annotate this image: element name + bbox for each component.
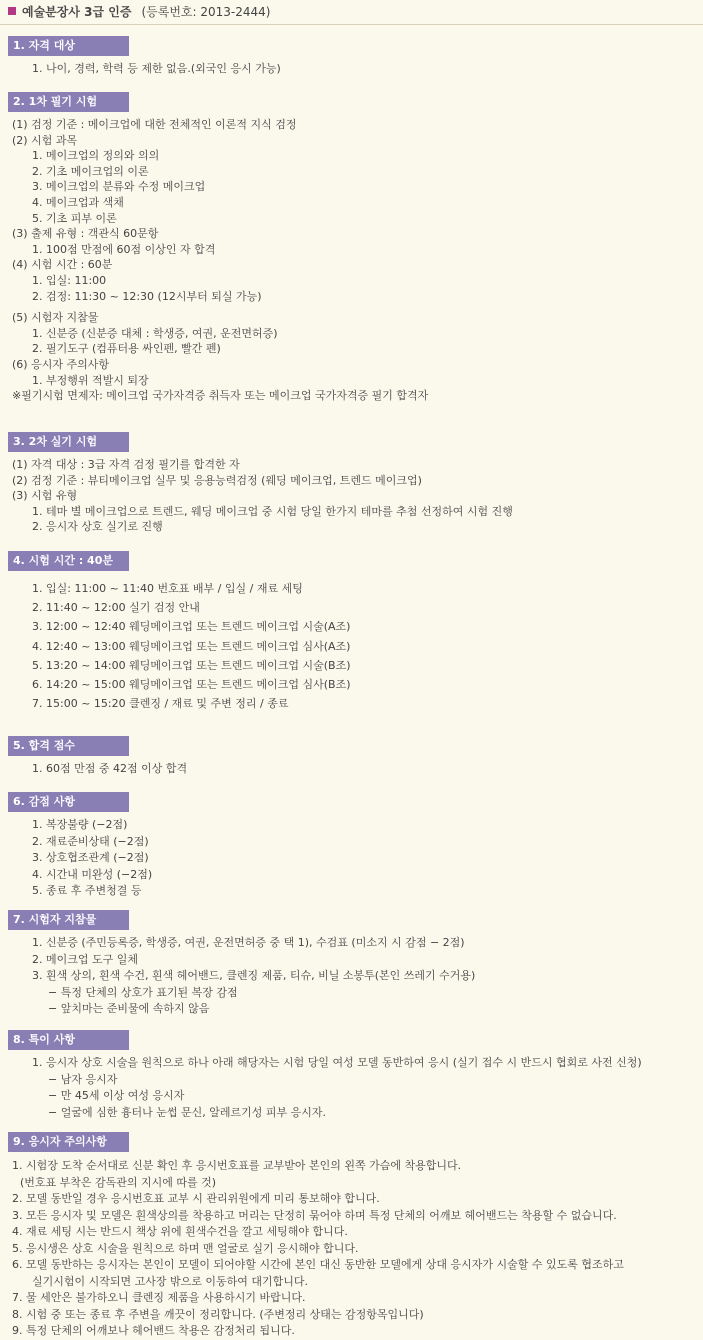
list-item: 2. 메이크업 도구 일체 bbox=[32, 952, 138, 966]
list-item: (1) 검정 기준 : 메이크업에 대한 전체적인 이론적 지식 검정 bbox=[12, 118, 297, 131]
list-item: 3. 흰색 상의, 흰색 수건, 흰색 헤어밴드, 클렌징 제품, 티슈, 비닐 소봉투(본인 쓰레기 수거용) bbox=[32, 969, 476, 982]
list-item: 1. 테마 별 메이크업으로 트렌드, 웨딩 메이크업 중 시험 당일 한가지 테마를 추첨 선정하여 시험 진행 bbox=[32, 504, 513, 518]
schedule-item: 7. 15:00 ~ 15:20 클렌징 / 재료 및 주변 정리 / 종료 bbox=[32, 697, 289, 711]
list-item: (2) 시험 과목 bbox=[12, 133, 78, 147]
schedule-item: 5. 13:20 ~ 14:00 웨딩메이크업 또는 트렌드 메이크업 시술(B조) bbox=[32, 658, 351, 672]
section-items-to-bring bbox=[8, 910, 698, 1018]
list-item: 7. 물 세안은 불가하오니 클렌징 제품을 사용하시기 바랍니다. bbox=[12, 1291, 306, 1304]
list-item: 1. 나이, 경력, 학력 등 제한 없음.(외국인 응시 가능) bbox=[32, 62, 281, 75]
section-header: 9. 응시자 주의사항 bbox=[8, 1132, 129, 1152]
section-passing-score bbox=[8, 736, 698, 777]
list-item: 1. 시험장 도착 순서대로 신분 확인 후 응시번호표를 교부받아 본인의 왼쪽 가슴에 착용합니다. bbox=[12, 1159, 462, 1172]
list-item: − 만 45세 이상 여성 응시자 bbox=[48, 1089, 185, 1102]
list-item: 1. 부정행위 적발시 퇴장 bbox=[32, 373, 149, 387]
list-item: 1. 60점 만점 중 42점 이상 합격 bbox=[32, 762, 188, 775]
list-item: (1) 자격 대상 : 3급 자격 검정 필기를 합격한 자 bbox=[12, 458, 240, 471]
list-item: 3. 메이크업의 분류와 수정 메이크업 bbox=[32, 180, 206, 194]
list-item: (4) 시험 시간 : 60분 bbox=[12, 258, 113, 272]
list-item: 5. 기초 피부 이론 bbox=[32, 211, 117, 225]
list-item: − 남자 응시자 bbox=[48, 1072, 118, 1086]
list-item: 5. 응시생은 상호 시술을 원칙으로 하며 맨 얼굴로 실기 응시해야 합니다. bbox=[12, 1241, 359, 1255]
section-special-notes bbox=[8, 1030, 698, 1121]
list-item: 2. 필기도구 (컴퓨터용 싸인펜, 빨간 펜) bbox=[32, 342, 221, 356]
title-main: 예술분장사 3급 인증 bbox=[22, 4, 132, 19]
section-header: 7. 시험자 지참물 bbox=[8, 910, 129, 930]
exemption-note: ※필기시험 면제자: 메이크업 국가자격증 취득자 또는 메이크업 국가자격증 필기 합격자 bbox=[12, 389, 429, 403]
schedule-item: 1. 입실: 11:00 ~ 11:40 번호표 배부 / 입실 / 재료 세팅 bbox=[32, 582, 303, 595]
schedule-item: 2. 11:40 ~ 12:00 실기 검정 안내 bbox=[32, 601, 200, 615]
section-practical-exam bbox=[8, 432, 698, 535]
section-header: 5. 합격 점수 bbox=[8, 736, 129, 756]
list-item: 4. 시간내 미완성 (−2점) bbox=[32, 867, 153, 881]
list-item: 2. 모델 동반일 경우 응시번호표 교부 시 관리위원에게 미리 통보해야 합니다. bbox=[12, 1192, 380, 1205]
section-exam-schedule bbox=[8, 551, 698, 713]
list-item: 1. 신분증 (신분증 대체 : 학생증, 여권, 운전면허증) bbox=[32, 326, 278, 340]
bullet-square-icon bbox=[8, 7, 16, 15]
list-item: 2. 검정: 11:30 ~ 12:30 (12시부터 퇴실 가능) bbox=[32, 289, 262, 303]
list-item: − 특정 단체의 상호가 표기된 복장 감점 bbox=[48, 985, 238, 999]
section-header: 1. 자격 대상 bbox=[8, 36, 129, 56]
list-item: 실기시험이 시작되면 고사장 밖으로 이동하여 대기합니다. bbox=[32, 1274, 309, 1288]
list-item: 1. 복장불량 (−2점) bbox=[32, 818, 128, 831]
list-item: (3) 출제 유형 : 객관식 60문항 bbox=[12, 227, 159, 241]
schedule-item: 3. 12:00 ~ 12:40 웨딩메이크업 또는 트렌드 메이크업 시술(A조) bbox=[32, 620, 351, 634]
list-item: 1. 응시자 상호 시술을 원칙으로 하나 아래 해당자는 시험 당일 여성 모델 동반하여 응시 (실기 접수 시 반드시 협회로 사전 신청) bbox=[32, 1056, 642, 1069]
page-title bbox=[8, 2, 270, 20]
list-item: 2. 기초 메이크업의 이론 bbox=[32, 164, 149, 178]
list-item: 2. 응시자 상호 실기로 진행 bbox=[32, 520, 163, 534]
schedule-item: 6. 14:20 ~ 15:00 웨딩메이크업 또는 트렌드 메이크업 심사(B조) bbox=[32, 677, 351, 691]
list-item: 1. 메이크업의 정의와 의의 bbox=[32, 149, 160, 163]
registration-number: (등록번호: 2013-2444) bbox=[141, 4, 271, 19]
list-item: (6) 응시자 주의사항 bbox=[12, 357, 109, 371]
list-item: 9. 특정 단체의 어깨보나 헤어밴드 착용은 감정처리 됩니다. bbox=[12, 1324, 295, 1337]
list-item: 2. 재료준비상태 (−2점) bbox=[32, 834, 149, 848]
list-item: 6. 모델 동반하는 응시자는 본인이 모델이 되어야할 시간에 본인 대신 동반한 모델에게 상대 응시자가 시술할 수 있도록 협조하고 bbox=[12, 1258, 624, 1271]
list-item: (5) 시험자 지참물 bbox=[12, 311, 99, 325]
section-header: 2. 1차 필기 시험 bbox=[8, 92, 129, 112]
section-candidate-precautions bbox=[8, 1132, 698, 1340]
list-item: − 앞치마는 준비물에 속하지 않음 bbox=[48, 1002, 210, 1015]
section-header: 4. 시험 시간 : 40분 bbox=[8, 551, 129, 571]
list-item: 4. 메이크업과 색채 bbox=[32, 195, 124, 209]
list-item: 1. 100점 만점에 60점 이상인 자 합격 bbox=[32, 242, 216, 256]
list-item: − 얼굴에 심한 흉터나 눈썹 문신, 알레르기성 피부 응시자. bbox=[48, 1105, 326, 1119]
list-item: 1. 신분증 (주민등록증, 학생증, 여권, 운전면허증 중 택 1), 수검표 (미소지 시 감점 − 2점) bbox=[32, 936, 465, 949]
section-deductions bbox=[8, 792, 698, 900]
list-item: 1. 입실: 11:00 bbox=[32, 273, 107, 287]
section-header: 3. 2차 실기 시험 bbox=[8, 432, 129, 452]
section-header: 8. 특이 사항 bbox=[8, 1030, 129, 1050]
list-item: (2) 검정 기준 : 뷰티메이크업 실무 및 응용능력검정 (웨딩 메이크업, 트렌드 메이크업) bbox=[12, 473, 422, 487]
schedule-item: 4. 12:40 ~ 13:00 웨딩메이크업 또는 트렌드 메이크업 심사(A조) bbox=[32, 639, 351, 653]
list-item: (번호표 부착은 감독관의 지시에 따를 것) bbox=[20, 1175, 217, 1189]
title-divider bbox=[0, 24, 703, 25]
list-item: 3. 상호협조관계 (−2점) bbox=[32, 851, 149, 864]
section-header: 6. 감점 사항 bbox=[8, 792, 129, 812]
list-item: 4. 재료 세팅 시는 반드시 책상 위에 흰색수건을 깔고 세팅해야 합니다. bbox=[12, 1225, 348, 1238]
list-item: 5. 종료 후 주변청결 등 bbox=[32, 884, 142, 897]
section-written-exam bbox=[8, 92, 698, 404]
list-item: (3) 시험 유형 bbox=[12, 489, 78, 503]
section-eligibility bbox=[8, 36, 698, 77]
list-item: 3. 모든 응시자 및 모델은 흰색상의를 착용하고 머리는 단정히 묶어야 하며 특정 단체의 어깨보 헤어밴드는 착용할 수 없습니다. bbox=[12, 1208, 617, 1222]
list-item: 8. 시험 중 또는 종료 후 주변을 깨끗이 정리합니다. (주변정리 상태는 감정항목입니다) bbox=[12, 1307, 424, 1321]
